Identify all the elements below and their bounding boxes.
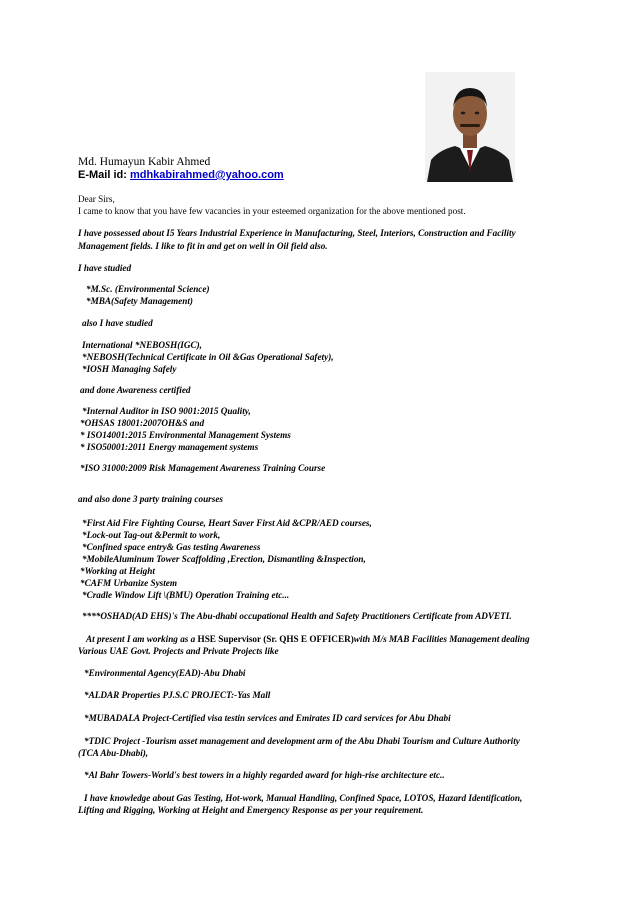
email-label: E-Mail id: [78, 169, 127, 181]
knowledge-line-1: I have knowledge about Gas Testing, Hot-work, Manual Handling, Confined Space, LOTOS, Hazard Identification, [84, 793, 523, 803]
present-line-2: Various UAE Govt. Projects and Private Projects like [78, 646, 279, 656]
cert-nebosh-oil-gas: *NEBOSH(Technical Certificate in Oil &Gas Operational Safety), [82, 352, 334, 362]
email-line [78, 169, 284, 181]
present-role: HSE Supervisor (Sr. QHS E OFFICER) [197, 634, 354, 644]
training-confined-space: *Confined space entry& Gas testing Awareness [82, 542, 261, 552]
also-studied-heading: also I have studied [82, 318, 153, 328]
oshad-certificate: ****OSHAD(AD EHS)'s The Abu-dhabi occupational Health and Safety Practitioners Certificate from ADVETI. [82, 611, 512, 621]
awareness-iso31000: *ISO 31000:2009 Risk Management Awareness Training Course [80, 463, 326, 473]
awareness-ohsas: *OHSAS 18001:2007OH&S and [80, 418, 205, 428]
applicant-name: Md. Humayun Kabir Ahmed [78, 156, 211, 168]
knowledge-line-2: Lifting and Rigging, Working at Height and Emergency Response as per your requirement. [78, 805, 424, 815]
degree-msc: *M.Sc. (Environmental Science) [86, 284, 210, 294]
awareness-iso9001: *Internal Auditor in ISO 9001:2015 Quality, [82, 406, 251, 416]
training-height: *Working at Height [80, 566, 155, 576]
experience-line-1: I have possessed about I5 Years Industrial Experience in Manufacturing, Steel, Interiors, Construction and Facility [78, 228, 516, 238]
present-employer: with M/s MAB Facilities Management dealing [353, 634, 530, 644]
greeting: Dear Sirs, [78, 194, 115, 204]
degree-mba: *MBA(Safety Management) [86, 296, 193, 306]
intro-text: I came to know that you have few vacancies in your esteemed organization for the above mentioned post. [78, 206, 466, 216]
training-lockout: *Lock-out Tag-out &Permit to work, [82, 530, 221, 540]
portrait-illustration [425, 72, 515, 182]
training-bmu: *Cradle Window Lift \(BMU) Operation Training etc... [82, 590, 290, 600]
present-line-1 [86, 634, 530, 645]
email-link[interactable]: mdhkabirahmed@yahoo.com [129, 169, 284, 181]
training-cafm: *CAFM Urbanize System [80, 578, 177, 588]
project-aldar: *ALDAR Properties PJ.S.C PROJECT:-Yas Mall [84, 690, 271, 700]
awareness-iso14001: * ISO14001:2015 Environmental Management Systems [80, 430, 291, 440]
portrait-photo [425, 72, 515, 182]
project-tdic-line-2: (TCA Abu-Dhabi), [78, 748, 149, 758]
project-al-bahr: *Al Bahr Towers-World's best towers in a highly regarded award for high-rise architecture etc.. [84, 770, 445, 780]
present-intro: At present I am working as a [86, 634, 196, 644]
cert-nebosh-igc: International *NEBOSH(IGC), [82, 340, 202, 350]
studied-heading: I have studied [78, 263, 132, 273]
cert-iosh: *IOSH Managing Safely [82, 364, 177, 374]
awareness-heading: and done Awareness certified [80, 385, 191, 395]
experience-line-2: Management fields. I like to fit in and get on well in Oil field also. [78, 241, 328, 251]
awareness-iso50001: * ISO50001:2011 Energy management systems [80, 442, 259, 452]
project-mubadala: *MUBADALA Project-Certified visa testin services and Emirates ID card services for Abu Dhabi [84, 713, 451, 723]
project-ead: *Environmental Agency(EAD)-Abu Dhabi [84, 668, 246, 678]
project-tdic-line-1: *TDIC Project -Tourism asset management and development arm of the Abu Dhabi Tourism and Culture Authority [84, 736, 520, 746]
training-scaffolding: *MobileAluminum Tower Scaffolding ,Erection, Dismantling &Inspection, [82, 554, 366, 564]
training-first-aid: *First Aid Fire Fighting Course, Heart Saver First Aid &CPR/AED courses, [82, 518, 372, 528]
third-party-heading: and also done 3 party training courses [78, 494, 223, 504]
